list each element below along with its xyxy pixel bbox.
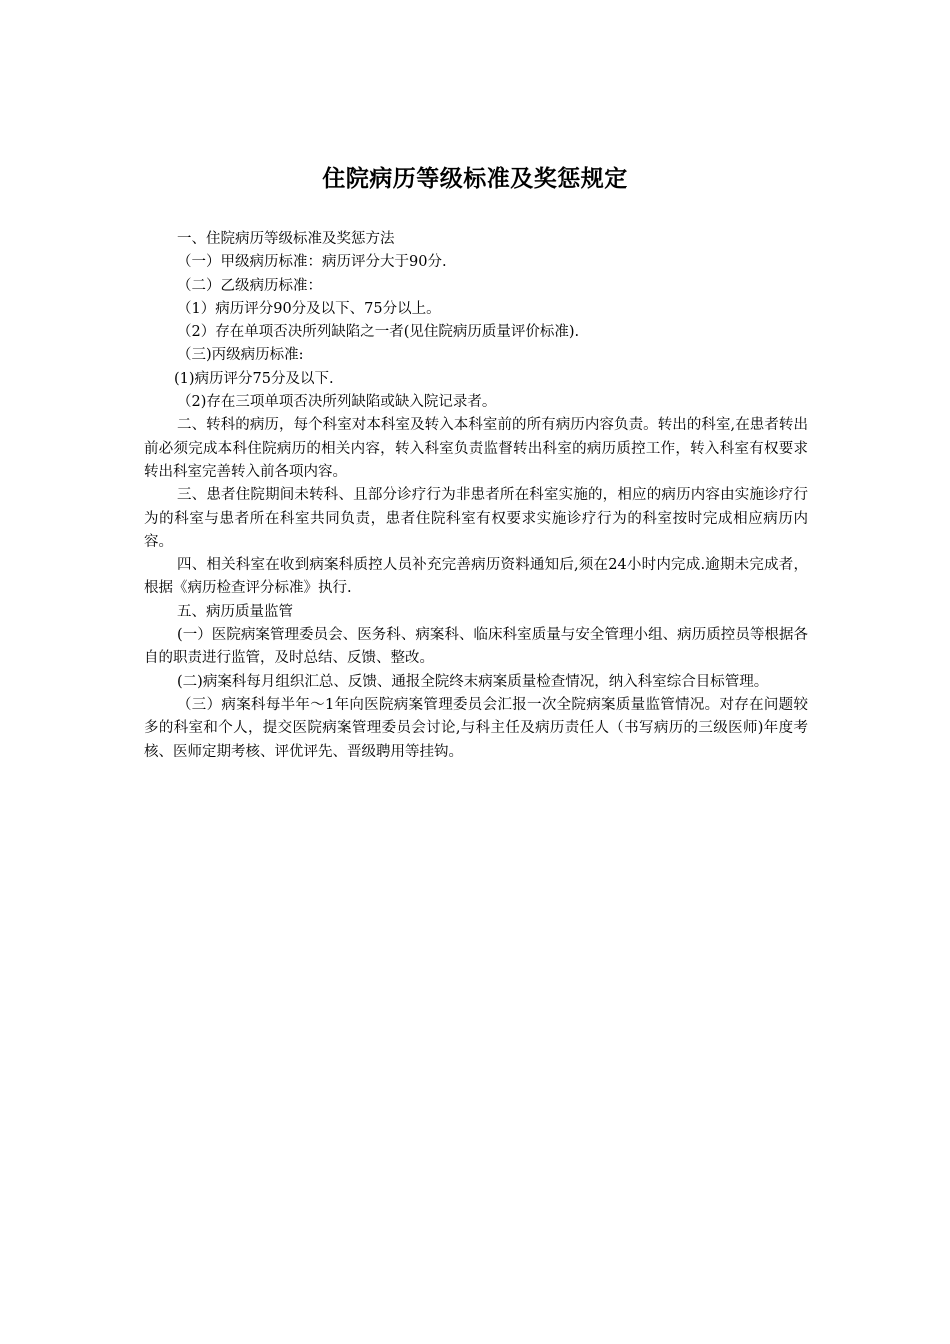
section-5-item-3: （三）病案科每半年～1年向医院病案管理委员会汇报一次全院病案质量监管情况。对存在问题较多的科室和个人，提交医院病案管理委员会讨论,与科主任及病历责任人（书写病历的三级医师)年度考核、医师定期考核、评优评先、晋级聘用等挂钩。 xyxy=(144,696,808,760)
section-3-paragraph: 三、患者住院期间未转科、且部分诊疗行为非患者所在科室实施的，相应的病历内容由实施诊疗行为的科室与患者所在科室共同负责，患者住院科室有权要求实施诊疗行为的科室按时完成相应病历内容。 xyxy=(144,487,808,550)
document-title: 住院病历等级标准及奖惩规定 xyxy=(322,166,628,192)
section-5-heading: 五、病历质量监管 xyxy=(177,603,293,620)
grade-c-standard: （三)丙级病历标准: xyxy=(177,347,304,364)
grade-c-item-2: （2)存在三项单项否决所列缺陷或缺入院记录者。 xyxy=(177,394,497,411)
section-5-item-1: (一）医院病案管理委员会、医务科、病案科、临床科室质量与安全管理小组、病历质控员等根据各自的职责进行监管，及时总结、反馈、整改。 xyxy=(144,627,808,667)
grade-a-standard: （一）甲级病历标准：病历评分大于90分. xyxy=(177,254,447,271)
grade-b-item-1: （1）病历评分90分及以下、75分以上。 xyxy=(177,300,441,317)
section-2-paragraph: 二、转科的病历，每个科室对本科室及转入本科室前的所有病历内容负责。转出的科室,在患者转出前必须完成本科住院病历的相关内容，转入科室负责监督转出科室的病历质控工作，转入科室有权要求转出科室完善转入前各项内容。 xyxy=(144,417,808,480)
grade-b-item-2: （2）存在单项否决所列缺陷之一者(见住院病历质量评价标准). xyxy=(177,324,580,341)
section-1-heading: 一、住院病历等级标准及奖惩方法 xyxy=(177,231,395,247)
section-5-item-2: (二)病案科每月组织汇总、反馈、通报全院终末病案质量检查情况，纳入科室综合目标管理。 xyxy=(177,673,769,690)
grade-b-standard: （二）乙级病历标准： xyxy=(177,277,322,294)
grade-c-item-1: (1)病历评分75分及以下. xyxy=(174,370,334,387)
document-body xyxy=(144,228,808,764)
section-4-paragraph: 四、相关科室在收到病案科质控人员补充完善病历资料通知后,须在24小时内完成.逾期未完成者，根据《病历检查评分标准》执行. xyxy=(144,557,808,597)
